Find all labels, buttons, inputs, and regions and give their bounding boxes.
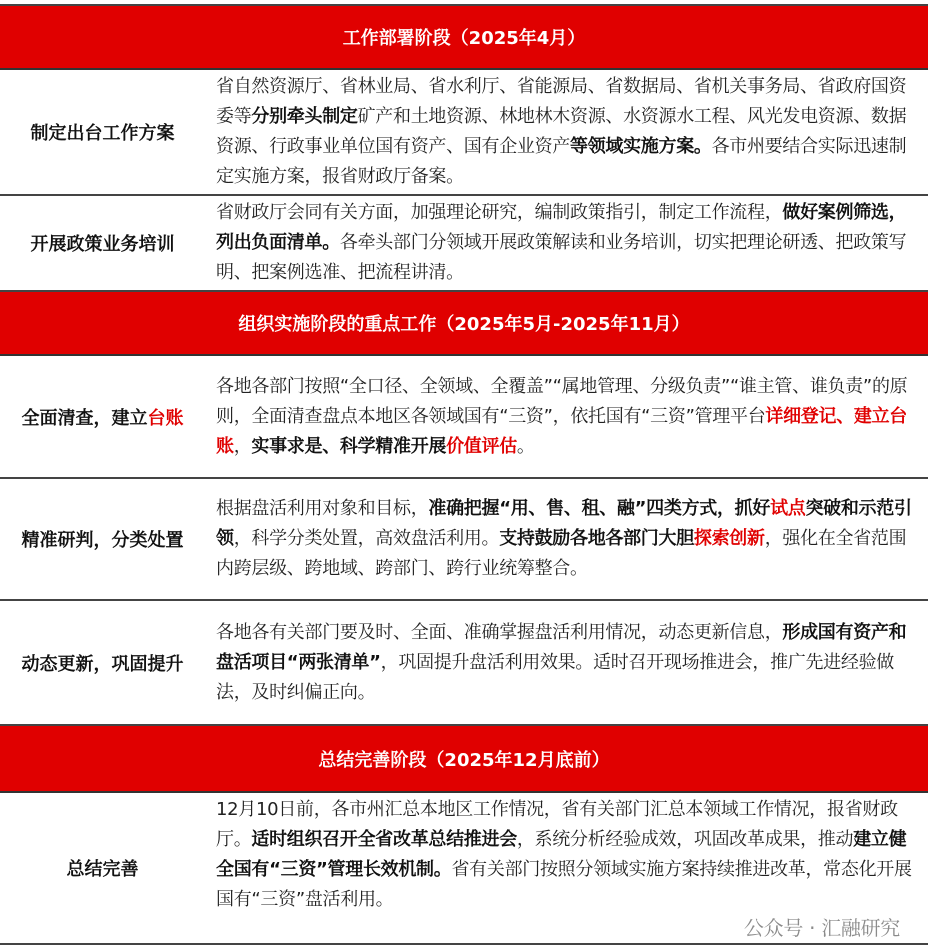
row-description — [205, 196, 928, 290]
table-row — [0, 793, 928, 945]
row-label — [0, 650, 205, 676]
text-segment: 分别牵头制定 — [251, 106, 358, 127]
phase-header: 组织实施阶段的重点工作（2025年5月-2025年11月） — [0, 292, 928, 356]
text-segment: 省财政厅会同有关方面，加强理论研究，编制政策指引，制定工作流程， — [216, 202, 783, 223]
text-segment: 各牵头部门分领域开展政策解读和业务培训，切实把理论研透、把政策写明、把案例选准、把流程讲清。 — [216, 232, 907, 283]
table-row — [0, 196, 928, 292]
text-segment: 详细登记、建立台账 — [216, 405, 908, 457]
text-segment: 台账 — [147, 407, 184, 429]
text-segment: 支持鼓励各地各部门大胆 — [499, 528, 694, 549]
text-segment: ， — [233, 435, 252, 457]
text-segment: 开展政策业务培训 — [30, 234, 175, 255]
row-description — [205, 370, 928, 464]
row-description — [205, 616, 928, 710]
work-schedule-table — [0, 4, 928, 945]
text-segment: 根据盘活利用对象和目标， — [216, 498, 429, 519]
table-row — [0, 601, 928, 726]
table-row — [0, 70, 928, 196]
text-segment: 建立健全国有“三资”管理长效机制。 — [216, 829, 907, 880]
text-segment: 省有关部门按照分领域实施方案持续推进改革，常态化开展国有“三资”盘活利用。 — [216, 859, 912, 910]
row-label — [0, 855, 205, 881]
text-segment: 试点 — [770, 498, 806, 519]
text-segment: 全面清查，建立 — [21, 407, 148, 429]
text-segment: 适时组织召开全省改革总结推进会 — [251, 829, 517, 850]
phase-header: 工作部署阶段（2025年4月） — [0, 6, 928, 70]
row-label — [0, 119, 205, 145]
table-row — [0, 356, 928, 479]
row-description — [205, 70, 928, 194]
text-segment: 探索创新 — [693, 528, 765, 549]
text-segment: 形成国有资产和盘活项目“两张清单” — [216, 621, 907, 673]
row-description — [205, 492, 928, 586]
text-segment: ，强化在全省范围内跨层级、跨地域、跨部门、跨行业统筹整合。 — [216, 528, 907, 579]
text-segment: 做好案例筛选，列出负面清单。 — [216, 202, 907, 253]
row-label — [0, 404, 205, 430]
text-segment: 突破和示范引领 — [216, 498, 912, 549]
text-segment: 精准研判，分类处置 — [21, 530, 184, 551]
text-segment: 价值评估 — [446, 435, 517, 457]
text-segment: 。 — [516, 435, 535, 457]
text-segment: 省自然资源厅、省林业局、省水利厅、省能源局、省数据局、省机关事务局、省政府国资委等 — [216, 76, 907, 127]
text-segment: 制定出台工作方案 — [30, 123, 175, 144]
row-description — [205, 793, 928, 943]
row-label — [0, 230, 205, 256]
text-segment: ，系统分析经验成效，巩固改革成果，推动 — [516, 829, 854, 850]
phase-header: 总结完善阶段（2025年12月底前） — [0, 726, 928, 793]
watermark: 公众号 · 汇融研究 — [743, 916, 900, 940]
text-segment: 各地各部门按照“全口径、全领域、全覆盖”“属地管理、分级负责”“谁主管、谁负责”的原则，全面清查盘点本地区各领域国有“三资”，依托国有“三资”管理平台 — [216, 375, 908, 427]
text-segment: ，科学分类处置，高效盘活利用。 — [233, 528, 500, 549]
text-segment: ，巩固提升盘活利用效果。适时召开现场推进会，推广先进经验做法，及时纠偏正向。 — [216, 651, 894, 703]
row-label — [0, 526, 205, 552]
text-segment: 各地各有关部门要及时、全面、准确掌握盘活利用情况，动态更新信息， — [216, 621, 783, 643]
text-segment: 各市州要结合实际迅速制定实施方案，报省财政厅备案。 — [216, 136, 907, 187]
text-segment: 准确把握“用、售、租、融”四类方式，抓好 — [428, 498, 771, 519]
text-segment: 等领域实施方案。 — [570, 136, 712, 157]
text-segment: 动态更新，巩固提升 — [21, 653, 184, 675]
table-row — [0, 479, 928, 601]
text-segment: 12月10日前，各市州汇总本地区工作情况，省有关部门汇总本领域工作情况，报省财政厅。 — [216, 799, 898, 850]
text-segment: 实事求是、科学精准开展 — [251, 435, 447, 457]
text-segment: 总结完善 — [66, 859, 139, 880]
text-segment: 矿产和土地资源、林地林木资源、水资源水工程、风光发电资源、数据资源、行政事业单位国有资产、国有企业资产 — [216, 106, 907, 157]
